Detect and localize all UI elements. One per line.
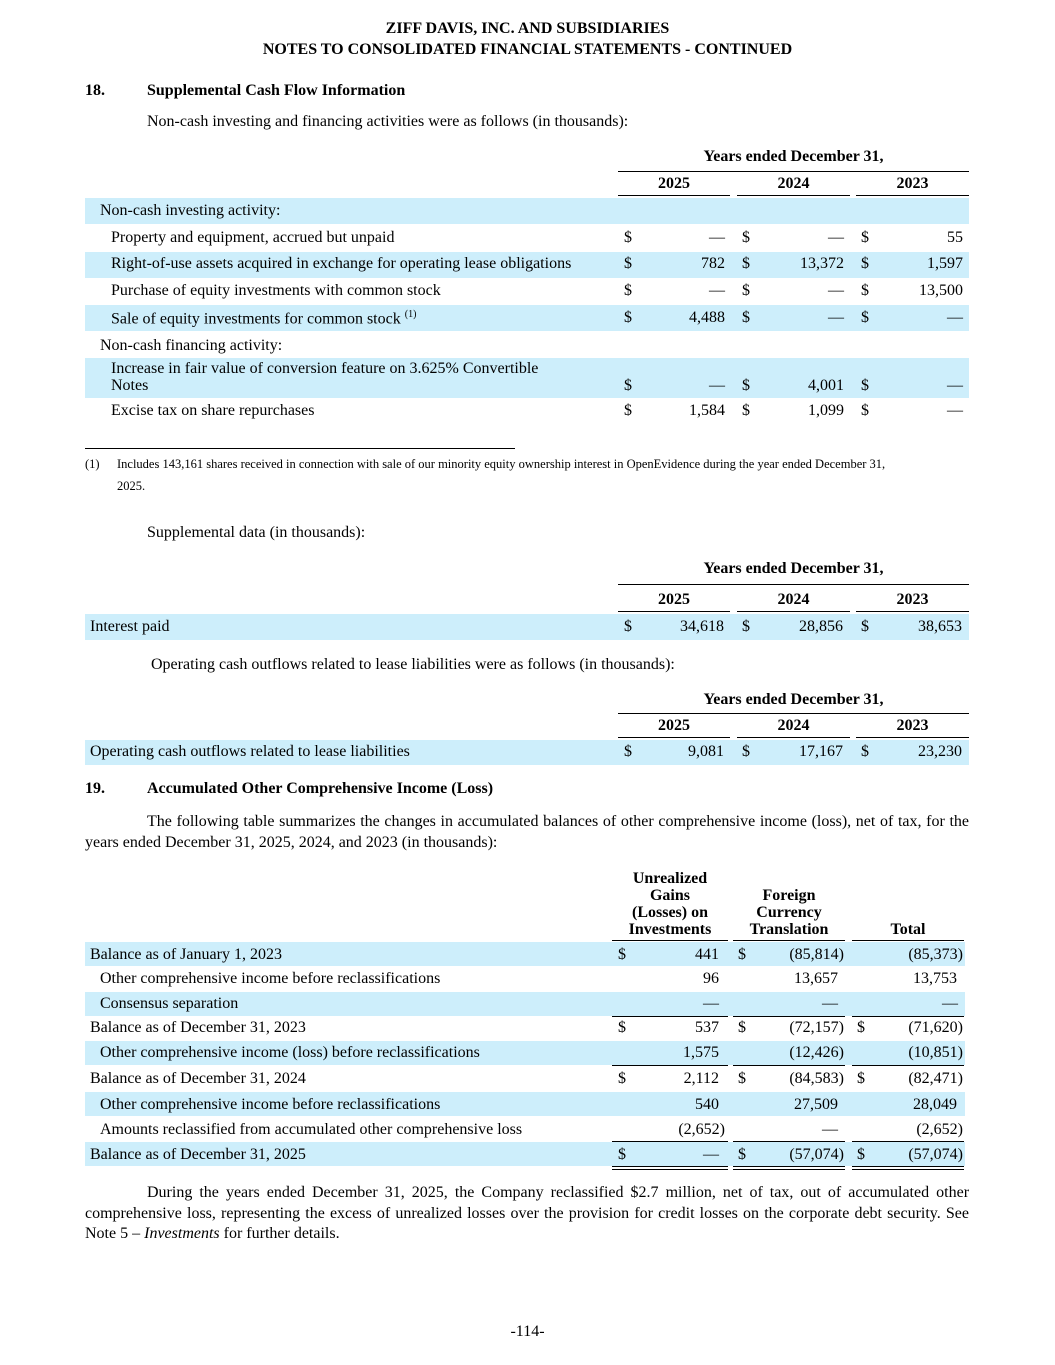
- col-line: Translation: [749, 921, 829, 938]
- section-19-heading: [85, 780, 493, 798]
- section-19-intro: [85, 812, 969, 853]
- col-line: Gains: [649, 887, 690, 904]
- dollar-sign: $: [861, 743, 869, 760]
- row-label: Consensus separation: [100, 995, 239, 1012]
- value-2023: —: [947, 377, 963, 394]
- supplemental-year-2025: 2025: [658, 591, 690, 608]
- subtotal-rule: [733, 1141, 845, 1142]
- footnote-rule: [85, 448, 515, 449]
- col-line: (Losses) on: [631, 904, 708, 921]
- lease-year-rule: [856, 737, 969, 738]
- dollar-sign: $: [742, 309, 750, 326]
- dollar-sign: $: [624, 618, 632, 635]
- subtotal-rule: [612, 1065, 728, 1066]
- value-2023: —: [947, 402, 963, 419]
- value-2023: 55: [947, 229, 963, 246]
- dollar-sign: $: [742, 282, 750, 299]
- dollar-sign: $: [861, 377, 869, 394]
- dollar-sign: $: [624, 309, 632, 326]
- table1-year-2025: 2025: [658, 175, 690, 192]
- heading-investing: Non-cash investing activity:: [100, 202, 281, 219]
- dollar-sign: $: [624, 743, 632, 760]
- aoci-header-rule: [733, 940, 845, 941]
- value-investments: 540: [695, 1096, 719, 1113]
- row-label-line2: Notes: [111, 377, 149, 394]
- value-2024: —: [828, 229, 844, 246]
- dollar-sign: $: [738, 946, 746, 963]
- row-label: Other comprehensive income before reclassifications: [100, 970, 441, 987]
- dollar-sign: $: [618, 1019, 626, 1036]
- footnote-marker: (1): [404, 309, 417, 320]
- value-2025: —: [709, 229, 725, 246]
- value-2023: 1,597: [927, 255, 963, 272]
- dollar-sign: $: [624, 229, 632, 246]
- dollar-sign: $: [624, 402, 632, 419]
- row-label: Balance as of December 31, 2023: [90, 1019, 306, 1036]
- closing-line1: During the years ended December 31, 2025, the Company reclassified $2.7 million, net of tax, out of accumulated: [147, 1184, 930, 1201]
- subtotal-rule: [852, 1141, 964, 1142]
- supplemental-period-header: Years ended December 31,: [703, 560, 884, 577]
- lease-year-rule: [618, 737, 730, 738]
- row-label: Other comprehensive income before reclassifications: [100, 1096, 441, 1113]
- value-investments: 1,575: [683, 1044, 719, 1061]
- aoci-header-rule: [612, 940, 728, 941]
- value-investments: —: [703, 995, 719, 1012]
- value-investments: 96: [703, 970, 719, 987]
- row-label: Balance as of December 31, 2024: [90, 1070, 306, 1087]
- dollar-sign: $: [857, 1146, 865, 1163]
- value-investments: (2,652): [678, 1121, 725, 1138]
- lease-year-2024: 2024: [777, 717, 810, 734]
- intro-line1: The following table summarizes the changes in accumulated balances of other comprehensive income (loss), net of: [147, 813, 894, 830]
- row-label: [111, 309, 416, 328]
- row-label: Operating cash outflows related to lease liabilities: [90, 743, 410, 760]
- subtotal-rule: [733, 1016, 845, 1017]
- footnote-number: (1): [85, 457, 100, 471]
- total-double-rule: [852, 1166, 964, 1167]
- col-total: Total: [890, 921, 926, 938]
- supplemental-year-rule: [737, 611, 850, 612]
- col-line: Unrealized: [632, 870, 708, 887]
- value-2024: 28,856: [799, 618, 843, 635]
- company-name: ZIFF DAVIS, INC. AND SUBSIDIARIES: [385, 20, 670, 37]
- footnote-text: [117, 453, 969, 497]
- value-2025: 4,488: [689, 309, 725, 326]
- value-currency: 13,657: [794, 970, 838, 987]
- col-line: Foreign: [762, 887, 816, 904]
- row-label: Balance as of January 1, 2023: [90, 946, 282, 963]
- dollar-sign: $: [742, 377, 750, 394]
- value-2025: 782: [701, 255, 725, 272]
- value-currency: (72,157): [789, 1019, 844, 1036]
- lease-intro: Operating cash outflows related to lease liabilities were as follows (in thousands):: [151, 656, 675, 673]
- row-label: Other comprehensive income (loss) before reclassifications: [100, 1044, 480, 1061]
- value-2023: 13,500: [919, 282, 963, 299]
- value-2023: 38,653: [918, 618, 962, 635]
- total-double-rule: [733, 1166, 845, 1167]
- section-18-heading: [85, 82, 405, 100]
- supplemental-year-2024: 2024: [777, 591, 810, 608]
- subtotal-rule: [852, 1016, 964, 1017]
- col-foreign-currency: [733, 887, 845, 938]
- dollar-sign: $: [857, 1019, 865, 1036]
- col-line: Currency: [756, 904, 822, 921]
- closing-line3-post: for further details.: [219, 1225, 340, 1242]
- row-label: Purchase of equity investments with common stock: [111, 282, 441, 299]
- value-2024: 13,372: [800, 255, 844, 272]
- value-currency: 27,509: [794, 1096, 838, 1113]
- value-2024: —: [828, 309, 844, 326]
- value-investments: 537: [695, 1019, 719, 1036]
- value-2025: 1,584: [689, 402, 725, 419]
- note-reference: Investments: [144, 1225, 220, 1242]
- col-unrealized-gains: [612, 870, 728, 938]
- row-label: Interest paid: [90, 618, 170, 635]
- row-label: Right-of-use assets acquired in exchange for operating lease obligations: [111, 255, 572, 272]
- value-2025: 34,618: [680, 618, 724, 635]
- table1-year-rule: [856, 195, 969, 196]
- lease-period-header: Years ended December 31,: [703, 691, 884, 708]
- dollar-sign: $: [742, 402, 750, 419]
- table1-year-2024: 2024: [777, 175, 810, 192]
- row-label: Balance as of December 31, 2025: [90, 1146, 306, 1163]
- subtotal-rule: [612, 1016, 728, 1017]
- dollar-sign: $: [624, 282, 632, 299]
- value-total: (82,471): [908, 1070, 963, 1087]
- value-currency: (12,426): [789, 1044, 844, 1061]
- supplemental-year-rule: [618, 611, 730, 612]
- dollar-sign: $: [738, 1019, 746, 1036]
- row-label: Property and equipment, accrued but unpaid: [111, 229, 395, 246]
- supplemental-year-rule: [856, 611, 969, 612]
- value-investments: 2,112: [683, 1070, 719, 1087]
- section-title: Supplemental Cash Flow Information: [147, 82, 406, 99]
- lease-year-rule: [737, 737, 850, 738]
- dollar-sign: $: [738, 1146, 746, 1163]
- closing-line3-pre: security. See Note 5 –: [85, 1204, 970, 1242]
- lease-year-2025: 2025: [658, 717, 690, 734]
- lease-header-rule: [618, 713, 969, 714]
- section-title: Accumulated Other Comprehensive Income (Loss): [147, 780, 494, 797]
- dollar-sign: $: [861, 255, 869, 272]
- value-total: —: [942, 995, 958, 1012]
- value-2024: 17,167: [799, 743, 843, 760]
- col-line: Investments: [628, 921, 712, 938]
- table1-period-header: Years ended December 31,: [703, 148, 884, 165]
- value-currency: —: [822, 995, 838, 1012]
- value-2023: 23,230: [918, 743, 962, 760]
- dollar-sign: $: [624, 255, 632, 272]
- dollar-sign: $: [618, 946, 626, 963]
- subtotal-rule: [612, 1141, 728, 1142]
- row-label: Excise tax on share repurchases: [111, 402, 315, 419]
- footnote-line1: Includes 143,161 shares received in connection with sale of our minority equity ownership interest in OpenEvidence during the year ended December 31,: [117, 457, 886, 471]
- value-total: (10,851): [908, 1044, 963, 1061]
- dollar-sign: $: [861, 282, 869, 299]
- supplemental-header-rule: [618, 584, 969, 585]
- value-2024: —: [828, 282, 844, 299]
- table1-year-rule: [737, 195, 850, 196]
- section-number: 19.: [85, 780, 105, 797]
- dollar-sign: $: [624, 377, 632, 394]
- dollar-sign: $: [742, 229, 750, 246]
- value-2025: 9,081: [688, 743, 724, 760]
- dollar-sign: $: [618, 1146, 626, 1163]
- footnote-line2: 2025.: [117, 479, 146, 493]
- row-label: [111, 360, 538, 394]
- supplemental-year-2023: 2023: [896, 591, 929, 608]
- page-subtitle: NOTES TO CONSOLIDATED FINANCIAL STATEMENTS - CONTINUED: [262, 41, 793, 58]
- value-2025: —: [709, 377, 725, 394]
- row-label-line1: Increase in fair value of conversion feature on 3.625% Convertible: [111, 360, 539, 377]
- dollar-sign: $: [742, 618, 750, 635]
- dollar-sign: $: [861, 229, 869, 246]
- section-18-intro: Non-cash investing and financing activities were as follows (in thousands):: [147, 113, 629, 130]
- value-2025: —: [709, 282, 725, 299]
- dollar-sign: $: [861, 309, 869, 326]
- value-total: (85,373): [908, 946, 963, 963]
- intro-line2: tax, for the years ended December 31, 2025, 2024, and 2023 (in thousands):: [85, 813, 970, 851]
- value-currency: —: [822, 1121, 838, 1138]
- value-2024: 1,099: [808, 402, 844, 419]
- value-2024: 4,001: [808, 377, 844, 394]
- value-total: (2,652): [916, 1121, 963, 1138]
- total-double-rule: [733, 1169, 845, 1170]
- subtotal-rule: [852, 1065, 964, 1066]
- value-total: (57,074): [908, 1146, 963, 1163]
- dollar-sign: $: [861, 618, 869, 635]
- total-double-rule: [852, 1169, 964, 1170]
- dollar-sign: $: [861, 402, 869, 419]
- table1-year-2023: 2023: [896, 175, 929, 192]
- dollar-sign: $: [618, 1070, 626, 1087]
- value-2023: —: [947, 309, 963, 326]
- dollar-sign: $: [738, 1070, 746, 1087]
- lease-year-2023: 2023: [896, 717, 929, 734]
- value-investments: —: [703, 1146, 719, 1163]
- value-currency: (57,074): [789, 1146, 844, 1163]
- subtotal-rule: [733, 1065, 845, 1066]
- total-double-rule: [612, 1166, 728, 1167]
- table1-year-rule: [618, 195, 730, 196]
- value-currency: (84,583): [789, 1070, 844, 1087]
- value-total: 28,049: [913, 1096, 957, 1113]
- closing-line2: other comprehensive loss, representing the excess of unrealized losses over the provision for credit losses on the corporate debt: [85, 1184, 970, 1222]
- value-total: (71,620): [908, 1019, 963, 1036]
- row-label-text: Sale of equity investments for common stock: [111, 310, 401, 328]
- value-investments: 441: [695, 946, 719, 963]
- dollar-sign: $: [742, 743, 750, 760]
- closing-paragraph: [85, 1183, 969, 1245]
- heading-financing: Non-cash financing activity:: [100, 337, 283, 354]
- dollar-sign: $: [742, 255, 750, 272]
- table1-header-rule: [618, 171, 969, 172]
- section-number: 18.: [85, 82, 105, 99]
- page-number: -114-: [510, 1323, 545, 1340]
- row-label: Amounts reclassified from accumulated other comprehensive loss: [100, 1121, 523, 1138]
- value-total: 13,753: [913, 970, 957, 987]
- supplemental-intro: Supplemental data (in thousands):: [147, 524, 366, 541]
- dollar-sign: $: [857, 1070, 865, 1087]
- aoci-header-rule: [852, 940, 964, 941]
- total-double-rule: [612, 1169, 728, 1170]
- value-currency: (85,814): [789, 946, 844, 963]
